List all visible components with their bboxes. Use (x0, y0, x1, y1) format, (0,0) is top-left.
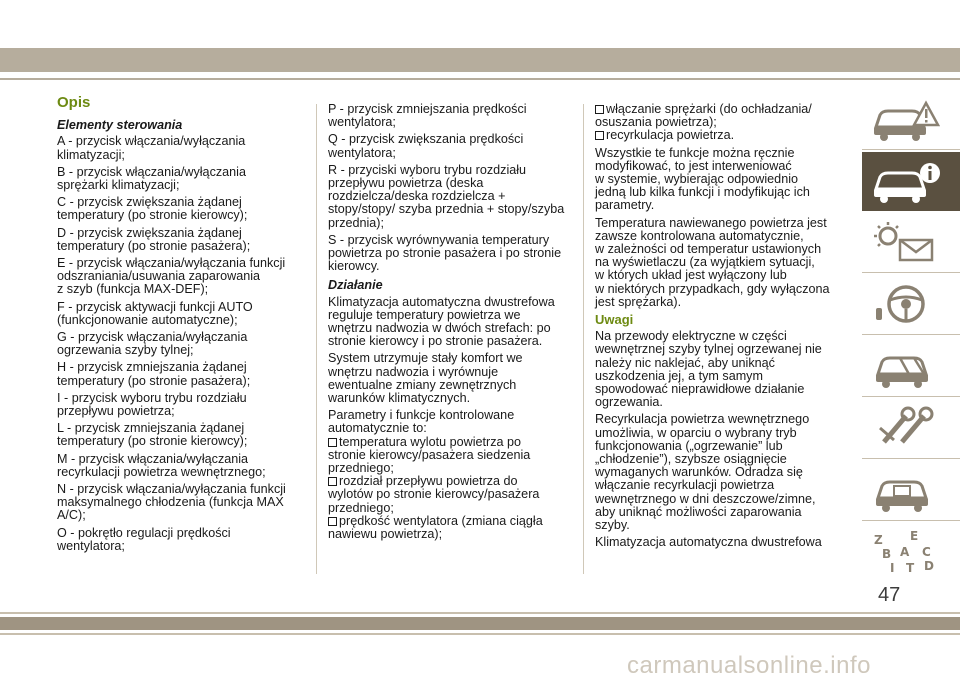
list-item: G - przycisk włączania/wyłączania ogrzewania szyby tylnej; (57, 330, 248, 358)
list-item: H - przycisk zmniejszania żądanej temperatury (po stronie pasażera); (57, 360, 251, 388)
chapter-tabs (862, 90, 960, 584)
tab-lights-messages[interactable] (862, 213, 960, 273)
car-spec-icon (870, 468, 940, 512)
car-info-icon (870, 159, 940, 203)
light-mail-icon (870, 220, 940, 264)
bullet-item (328, 515, 574, 541)
wrench-icon (870, 406, 940, 450)
watermark: carmanualsonline.info (627, 652, 871, 679)
bullet-item (595, 129, 843, 142)
svg-text:Z: Z (874, 533, 883, 547)
list-item: A - przycisk włączania/wyłączania klimatyzacji; (57, 134, 246, 162)
column-2 (328, 103, 574, 545)
column-divider (583, 104, 584, 574)
bottom-stripe (0, 633, 960, 635)
svg-text:C: C (922, 545, 931, 559)
bullet-item (328, 436, 574, 476)
bottom-bar (0, 617, 960, 630)
svg-text:D: D (924, 559, 934, 573)
svg-text:T: T (906, 561, 915, 574)
tab-car-warning[interactable] (862, 90, 960, 150)
tab-index[interactable] (862, 523, 960, 582)
page-number: 47 (878, 584, 901, 606)
subheading-controls: Elementy sterowania (57, 118, 183, 133)
svg-text:I: I (890, 561, 895, 574)
list-item: O - pokrętło regulacji prędkości wentylatora; (57, 525, 231, 553)
paragraph: System utrzymuje stały komfort we wnętrzu nadwozia i wyrównuje ewentualne zmiany zewnętrznych warunków klimatycznych. (328, 351, 523, 406)
list-item: C - przycisk zwiększania żądanej temperatury (po stronie kierowcy); (57, 195, 248, 223)
car-crash-icon (870, 344, 940, 388)
column-divider (316, 104, 317, 574)
paragraph: Wszystkie te funkcje można ręcznie modyfikować, to jest interweniować w systemie, wybierając odpowiednio jedną lub kilka funkcji i modyfikując ich parametry. (595, 145, 810, 213)
list-item: E - przycisk włączania/wyłączania funkcji odszraniania/usuwania zaparowania z szyb (funkcja MAX-DEF); (57, 256, 286, 297)
tab-steering[interactable] (862, 275, 960, 335)
car-warning-icon (870, 97, 940, 141)
paragraph: Klimatyzacja automatyczna dwustrefowa (595, 535, 822, 550)
square-bullet-icon (328, 438, 337, 447)
bullet-item (328, 475, 574, 515)
paragraph: Temperatura nawiewanego powietrza jest zawsze kontrolowana automatycznie, w zależności od temperatur ustawionych na wyświetlaczu (za wyjątkiem sytuacji, w których układ jest wyłączony lub w niektórych przypadkach, gdy wyłączona jest sprężarka). (595, 215, 830, 309)
tab-emergency[interactable] (862, 337, 960, 397)
svg-text:B: B (882, 547, 892, 561)
bullet-text: włączanie sprężarki (do ochładzania/ osuszania powietrza); (595, 102, 812, 130)
list-item: F - przycisk aktywacji funkcji AUTO (funkcjonowanie automatyczne); (57, 299, 253, 327)
alphabet-index-icon (870, 530, 940, 574)
list-item: M - przycisk włączania/wyłączania recyrkulacji powietrza wewnętrznego; (57, 451, 266, 479)
bullet-item (595, 103, 843, 129)
square-bullet-icon (328, 477, 337, 486)
svg-text:A: A (900, 545, 910, 559)
list-item: P - przycisk zmniejszania prędkości wentylatora; (328, 102, 527, 130)
list-item: I - przycisk wyboru trybu rozdziału przepływu powietrza; (57, 390, 247, 419)
square-bullet-icon (595, 131, 604, 140)
steering-wheel-icon (870, 282, 940, 326)
bottom-stripe (0, 612, 960, 614)
notes-heading: Uwagi (595, 312, 634, 328)
column-1 (57, 96, 297, 557)
square-bullet-icon (595, 105, 604, 114)
tab-specs[interactable] (862, 461, 960, 521)
bullet-text: recyrkulacja powietrza. (606, 128, 735, 143)
tab-maintenance[interactable] (862, 399, 960, 459)
column-3 (595, 103, 843, 554)
paragraph: Na przewody elektryczne w części wewnętrznej szyby tylnej ogrzewanej nie należy nic naklejać, aby uniknąć uszkodzenia jej, a tym samym spowodować nieprawidłowe działanie ogrzewania. (595, 329, 822, 410)
bullet-text: rozdział przepływu powietrza do wylotów po stronie kierowcy/pasażera przedniego; (328, 474, 540, 515)
paragraph: Parametry i funkcje kontrolowane automatycznie to: (328, 408, 515, 436)
paragraph: Klimatyzacja automatyczna dwustrefowa reguluje temperatury powietrza we wnętrzu nadwozia w dwóch strefach: po stronie kierowcy i po stronie pasażera. (328, 294, 555, 349)
list-item: R - przyciski wyboru trybu rozdziału przepływu powietrza (deska rozdzielcza/deska rozdzielcza + stopy/stopy/ szyba przednia + stopy/szyba przednia); (328, 162, 565, 230)
list-item: D - przycisk zwiększania żądanej temperatury (po stronie pasażera); (57, 225, 251, 253)
top-stripe (0, 78, 960, 80)
list-item: B - przycisk włączania/wyłączania sprężarki klimatyzacji; (57, 164, 246, 193)
top-bar (0, 48, 960, 72)
list-item: L - przycisk zmniejszania żądanej temperatury (po stronie kierowcy); (57, 421, 248, 449)
section-heading: Opis (57, 94, 91, 111)
list-item: Q - przycisk zwiększania prędkości wentylatora; (328, 132, 524, 160)
list-item: N - przycisk włączania/wyłączania funkcji maksymalnego chłodzenia (funkcja MAX A/C); (57, 482, 286, 523)
tab-car-info[interactable] (862, 152, 960, 211)
subheading-operation: Działanie (328, 278, 383, 293)
svg-text:E: E (910, 530, 919, 543)
list-item: S - przycisk wyrównywania temperatury powietrza po stronie pasażera i po stronie kierowcy. (328, 232, 562, 274)
paragraph: Recyrkulacja powietrza wewnętrznego umożliwia, w oparciu o wybrany tryb funkcjonowania („ogrzewanie” lub „chłodzenie”), szybsze osiągnięcie wymaganych warunków. Odradza się włączanie recyrkulacji powietrza wewnętrznego w dni deszczowe/zimne, aby uniknąć możliwości zaparowania szyby. (595, 412, 816, 533)
bullet-text: temperatura wylotu powietrza po stronie kierowcy/pasażera siedzenia przedniego; (328, 434, 531, 476)
square-bullet-icon (328, 517, 337, 526)
bullet-text: prędkość wentylatora (zmiana ciągła nawiewu powietrza); (328, 513, 543, 542)
